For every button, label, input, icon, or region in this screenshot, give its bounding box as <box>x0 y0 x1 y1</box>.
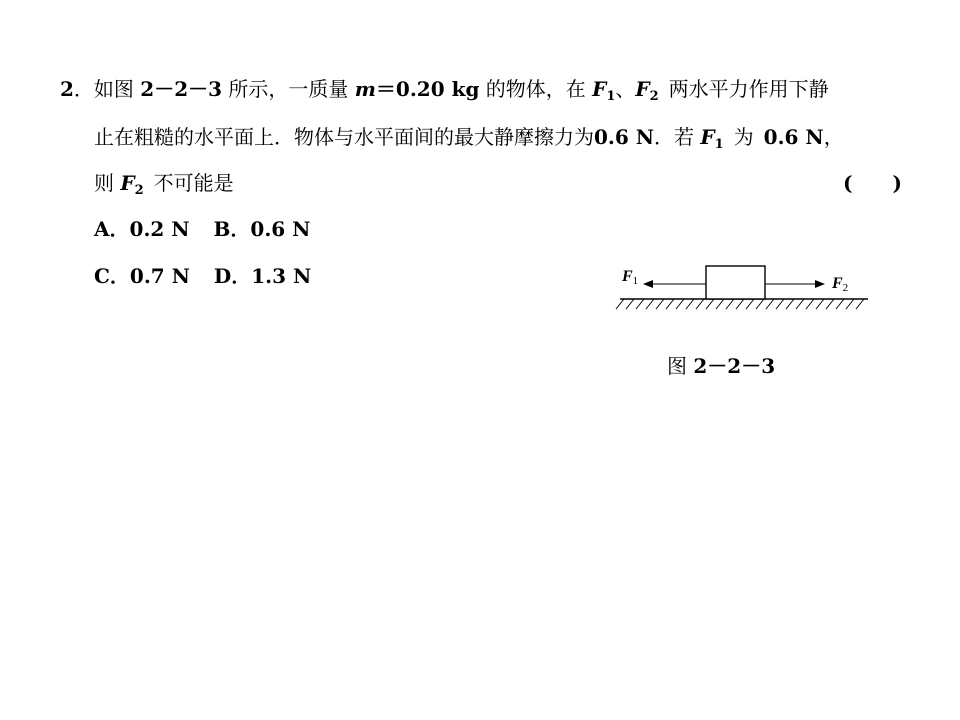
force-f1: F <box>592 77 607 101</box>
force-f1-subscript: 1 <box>714 137 724 152</box>
force-f1-subscript: 1 <box>606 89 616 104</box>
force-f2-subscript: 2 <box>649 89 659 104</box>
force-f2: F <box>120 171 135 195</box>
options-row-1 <box>94 215 310 243</box>
option-c-value: 0.7 N <box>129 264 190 288</box>
text-segment: 止在粗糙的水平面上．物体与水平面间的最大静摩擦力为 <box>94 125 594 149</box>
option-a-value: 0.2 N <box>129 217 190 241</box>
question-line-3 <box>94 169 234 197</box>
question-line-2 <box>94 123 844 151</box>
option-b-value: 0.6 N <box>250 217 311 241</box>
option-b-letter: B． <box>213 217 251 241</box>
text-segment: ．若 <box>654 125 695 149</box>
f1-label: F1 <box>622 268 639 287</box>
ground-hatching <box>616 299 864 309</box>
mass-value: ＝0.20 kg <box>375 77 480 101</box>
option-c-letter: C． <box>94 264 130 288</box>
text-segment: 如图 <box>93 77 134 101</box>
text-segment: 不可能是 <box>153 171 234 195</box>
block <box>706 266 765 299</box>
force-diagram <box>610 255 872 315</box>
option-a-letter: A． <box>94 217 130 241</box>
max-friction-value: 0.6 N <box>594 125 655 149</box>
option-d-value: 1.3 N <box>251 264 312 288</box>
question-line-1: 2．如图 2－2－3 所示，一质量 m＝0.20 kg 的物体，在 $F_1$、$F_2$ 两水平力作用下静 <box>60 77 829 104</box>
text-segment: 所示，一质量 <box>228 77 349 101</box>
option-d-letter: D． <box>213 264 252 288</box>
caption-number: 2－2－3 <box>693 354 776 378</box>
f1-value: 0.6 N <box>763 125 824 149</box>
caption-prefix: 图 <box>667 354 687 378</box>
mass-variable: m <box>354 77 376 101</box>
separator: 、 <box>615 77 636 101</box>
figure-caption <box>667 352 775 380</box>
force-f2: F <box>635 77 650 101</box>
question-number: 2 <box>60 77 74 101</box>
f2-label: F2 <box>832 275 849 294</box>
text-segment: 为 <box>733 125 754 149</box>
text-segment: 的物体，在 <box>485 77 586 101</box>
text-segment: ， <box>823 125 844 149</box>
force-f2-subscript: 2 <box>134 183 144 198</box>
answer-bracket: ( ) <box>843 171 902 195</box>
figure-reference: 2－2－3 <box>140 77 223 101</box>
text-segment: 两水平力作用下静 <box>668 77 829 101</box>
force-f1: F <box>700 125 715 149</box>
text-segment: 则 <box>94 171 114 195</box>
options-row-2 <box>94 262 311 290</box>
